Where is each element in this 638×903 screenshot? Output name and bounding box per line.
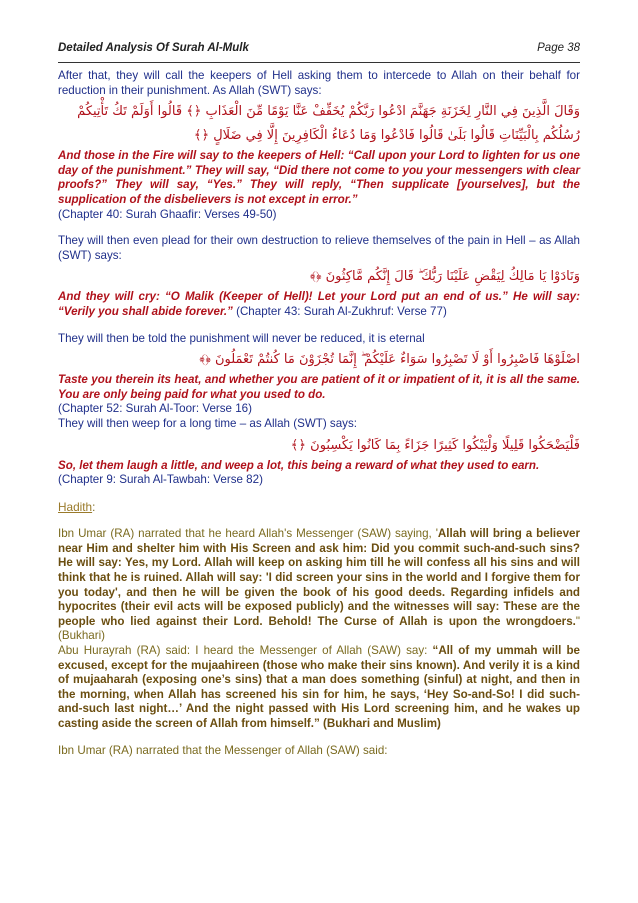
hadith-2-text: “All of my ummah will be excused, except for the mujaahireen (those who make their sins known). And verily it is a kind of mujaaharah (exposing one’s sins) that a man does something (sinful) at night, and then in the morning, when Allah has screened his sin for him, he says, ‘Hey So-and-So! I did such-and-such last night…’ And the night passed with His Lord screening him, and he wakes up casting aside the screen of Allah from himself.” (Bukhari and Muslim) — [58, 644, 581, 730]
section-4-reference: (Chapter 9: Surah Al-Tawbah: Verse 82) — [58, 473, 263, 487]
section-1-translation: And those in the Fire will say to the keepers of Hell: “Call upon your Lord to lighten for us one day of the punishment.” They will say, “Did there not come to you your messengers with clear proofs?” They will say, “Yes.” They will reply, “Then supplicate [yourselves], but the supplication of the disbelievers is not except in error.” — [58, 149, 580, 206]
section-4-arabic: فَلْيَضْحَكُوا قَلِيلًا وَلْيَبْكُوا كَثِيرًا جَزَاءً بِمَا كَانُوا يَكْسِبُونَ ﴿﴾ — [290, 437, 580, 453]
section-3-reference: (Chapter 52: Surah Al-Toor: Verse 16) — [58, 402, 252, 416]
document-page — [58, 38, 580, 758]
hadith-1-intro: Ibn Umar (RA) narrated that he heard Allah's Messenger (SAW) saying, ' — [58, 527, 438, 541]
section-1-arabic-line-1: وَقَالَ الَّذِينَ فِي النَّارِ لِخَزَنَةِ جَهَنَّمَ ادْعُوا رَبَّكُمْ يُخَفِّفْ عَنَّا يَوْمًا مِّنَ الْعَذَابِ ﴿﴾ قَالُوا أَوَلَمْ تَكُ تَأْتِيكُمْ — [77, 104, 580, 120]
hadith-3: Ibn Umar (RA) narrated that the Messenger of Allah (SAW) said: — [58, 743, 388, 757]
page-header — [58, 38, 580, 54]
section-2-arabic: وَنَادَوْا يَا مَالِكُ لِيَقْضِ عَلَيْنَا رَبُّكَ ۖ قَالَ إِنَّكُم مَّاكِثُونَ ﴿﴾ — [309, 269, 580, 285]
section-1-reference: (Chapter 40: Surah Ghaafir: Verses 49-50) — [58, 207, 277, 221]
hadith-title: Hadith — [58, 499, 93, 514]
section-4-intro: They will then weep for a long time – as Allah (SWT) says: — [58, 416, 357, 430]
header-divider — [58, 62, 580, 63]
hadith-1-source: " (Bukhari) — [58, 614, 580, 643]
section-4-translation: So, let them laugh a little, and weep a lot, this being a reward of what they used to earn. — [58, 458, 540, 472]
page-number: Page 38 — [537, 42, 580, 54]
hadith-1-text: Allah will bring a believer near Him and shelter him with His Screen and ask him: Did you commit such-and-such sins? He will say: Yes, my Lord. Allah will keep on asking him till he will confess all his sins and will think that he is ruined. Allah will say: 'I did screen your sins in the world and I forgive them for you today', and then he will be given the book of his good deeds. Regarding infidels and hypocrites (their evil acts will be exposed publicly) and the witnesses will say: These are the people who lied against their Lord. Behold! The Curse of Allah is upon the wrongdoers. — [58, 527, 580, 628]
header-title: Detailed Analysis Of Surah Al-Mulk — [58, 42, 249, 54]
hadith-heading: Hadith: — [58, 499, 96, 514]
hadith-1 — [58, 527, 580, 644]
section-3-intro: They will then be told the punishment will never be reduced, it is eternal — [58, 331, 425, 345]
hadith-2 — [58, 644, 580, 732]
section-3-arabic: اصْلَوْهَا فَاصْبِرُوا أَوْ لَا تَصْبِرُوا سَوَاءٌ عَلَيْكُمْ ۖ إِنَّمَا تُجْزَوْنَ مَا كُنتُمْ تَعْمَلُونَ ﴿﴾ — [199, 352, 580, 368]
section-2-translation: And they will cry: “O Malik (Keeper of Hell)! Let your Lord put an end of us.” He will say: “Verily you shall abide forever.” — [58, 290, 580, 318]
section-1-intro: After that, they will call the keepers of Hell asking them to intercede to Allah on their behalf for reduction in their punishment. As Allah (SWT) says: — [58, 69, 580, 97]
section-1-arabic-line-2: رُسُلُكُم بِالْبَيِّنَاتِ قَالُوا بَلَىٰ قَالُوا فَادْعُوا وَمَا دُعَاءُ الْكَافِرِينَ إِلَّا فِي ضَلَالٍ ﴿﴾ — [193, 128, 580, 144]
section-2-translation-block — [58, 290, 580, 319]
section-2-intro: They will then even plead for their own destruction to relieve themselves of the pain in Hell – as Allah (SWT) says: — [58, 234, 580, 262]
section-2-reference: (Chapter 43: Surah Al-Zukhruf: Verse 77) — [236, 304, 447, 318]
section-3-translation: Taste you therein its heat, and whether you are patient of it or impatient of it, it is all the same. You are only being paid for what you used to do. — [58, 373, 580, 401]
hadith-2-intro: Abu Hurayrah (RA) said: I heard the Messenger of Allah (SAW) say: — [58, 644, 433, 658]
